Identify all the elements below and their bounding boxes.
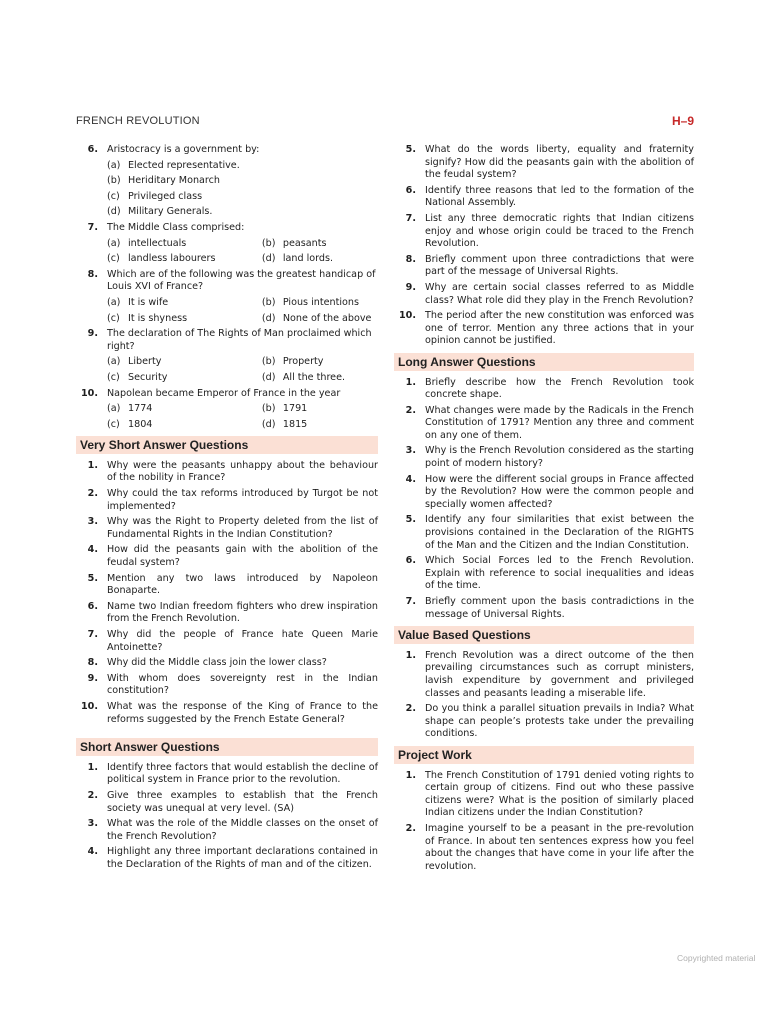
mcq-option-row — [76, 238, 378, 251]
option-text: land lords. — [282, 253, 334, 265]
question-item — [394, 213, 694, 251]
question-item — [394, 282, 694, 307]
question-text: Why are certain social classes referred to as Middle class? What role did they play in the French Revolution? — [425, 281, 694, 306]
short-heading: Short Answer Questions — [76, 738, 378, 756]
option-label: (d) — [107, 206, 121, 218]
question-text: With whom does sovereignty rest in the Indian constitution? — [107, 672, 378, 697]
mcq-question — [76, 144, 378, 157]
value-heading: Value Based Questions — [394, 626, 694, 644]
question-item — [394, 310, 694, 348]
question-text: Briefly comment upon three contradictions that were part of the message of Universal Rights. — [425, 253, 694, 278]
question-number: 1. — [405, 376, 416, 388]
option-text: intellectuals — [128, 237, 187, 249]
question-item — [76, 657, 378, 670]
question-number: 6. — [87, 600, 98, 612]
mcq-option — [262, 419, 378, 432]
question-text: What do the words liberty, equality and fraternity signify? How did the peasants gain with the abolition of the feudal system? — [425, 144, 694, 181]
question-text: Mention any two laws introduced by Napoleon Bonaparte. — [107, 572, 378, 597]
question-number: 3. — [405, 445, 416, 457]
option-label: (b) — [261, 296, 276, 308]
mcq-question — [76, 222, 378, 235]
question-item — [394, 770, 694, 820]
option-text: landless labourers — [128, 253, 216, 265]
question-number: 9. — [87, 672, 98, 684]
question-text: Why were the peasants unhappy about the behaviour of the nobility in France? — [107, 459, 378, 484]
question-text: Give three examples to establish that the French society was unequal at very level. (SA) — [107, 789, 378, 814]
question-item — [76, 488, 378, 513]
option-text: It is wife — [128, 296, 169, 308]
question-number: 9. — [405, 281, 416, 293]
mcq-option-row — [76, 253, 378, 266]
option-text: Military Generals. — [128, 206, 213, 218]
question-text: Aristocracy is a government by: — [107, 144, 260, 155]
mcq-option — [107, 253, 262, 266]
question-text: The period after the new constitution was enforced was one of terror. Mention any three actions that in your opinion cannot be justified. — [425, 310, 694, 347]
question-text: The Middle Class comprised: — [107, 221, 245, 233]
mcq-question — [76, 269, 378, 294]
question-text: Why did the Middle class join the lower class? — [107, 657, 327, 669]
option-text: Heriditary Monarch — [128, 175, 220, 187]
option-text: 1815 — [282, 418, 308, 430]
question-item — [76, 673, 378, 698]
question-number: 4. — [87, 544, 98, 556]
option-text: Privileged class — [128, 190, 203, 202]
watermark: Copyrighted material — [677, 953, 756, 963]
question-number: 8. — [405, 253, 416, 265]
question-item — [394, 514, 694, 552]
mcq-option-row — [76, 372, 378, 385]
mcq-option — [107, 403, 262, 416]
mcq-option — [262, 238, 378, 251]
question-text: How were the different social groups in France affected by the Revolution? How were the common people and specially women affected? — [425, 473, 694, 510]
question-text: Name two Indian freedom fighters who drew inspiration from the French Revolution. — [107, 600, 378, 625]
mcq-option — [107, 238, 262, 251]
question-text: Imagine yourself to be a peasant in the pre-revolution of France. In about ten sentences express how you feel about the changes that have come in your life after the revolution. — [425, 822, 694, 872]
question-item — [394, 144, 694, 182]
mcq-option — [262, 297, 378, 310]
option-label: (c) — [107, 190, 120, 202]
option-label: (a) — [107, 403, 121, 415]
chapter-title: FRENCH REVOLUTION — [76, 115, 200, 127]
question-number: 6. — [87, 144, 98, 155]
mcq-option — [262, 356, 378, 369]
option-text: Pious intentions — [282, 296, 359, 308]
question-item — [76, 790, 378, 815]
mcq-option — [107, 297, 262, 310]
question-number: 1. — [87, 761, 98, 773]
question-number: 3. — [87, 516, 98, 528]
right-column — [394, 144, 694, 876]
question-number: 4. — [405, 473, 416, 485]
question-text: Which Social Forces led to the French Revolution. Explain with reference to social inequalities and ideas of the time. — [425, 555, 694, 592]
mcq-option — [262, 403, 378, 416]
mcq-option — [76, 206, 378, 219]
question-text: Highlight any three important declarations contained in the Declaration of the Rights of man and of the citizen. — [107, 846, 378, 870]
question-item — [394, 445, 694, 470]
question-item — [394, 650, 694, 700]
option-label: (c) — [107, 253, 120, 265]
mcq-option — [76, 175, 378, 188]
mcq-option — [262, 253, 378, 266]
question-number: 1. — [87, 459, 98, 471]
long-heading: Long Answer Questions — [394, 353, 694, 371]
option-label: (b) — [261, 403, 276, 415]
question-text: Why is the French Revolution considered as the starting point of modern history? — [425, 445, 694, 470]
mcq-block — [76, 144, 378, 431]
option-text: 1791 — [282, 403, 308, 415]
question-number: 4. — [87, 846, 98, 858]
option-text: 1774 — [128, 403, 153, 415]
question-number: 2. — [405, 404, 416, 416]
question-number: 5. — [405, 514, 416, 526]
question-text: Which are of the following was the greatest handicap of Louis XVI of France? — [107, 268, 376, 293]
long-list — [394, 377, 694, 622]
mcq-option — [262, 313, 378, 326]
question-number: 2. — [405, 822, 416, 834]
question-text: French Revolution was a direct outcome of the then prevailing circumstances such as corrupt ministers, lavish expenditure by government and privileged classes and peasants leading a miserable life. — [425, 649, 694, 699]
option-label: (a) — [107, 296, 121, 308]
mcq-question — [76, 388, 378, 401]
option-label: (b) — [107, 175, 121, 187]
option-label: (c) — [107, 371, 120, 383]
option-label: (a) — [107, 159, 121, 171]
question-number: 5. — [87, 572, 98, 584]
question-number: 2. — [87, 789, 98, 801]
question-text: The French Constitution of 1791 denied voting rights to certain group of citizens. Find out who these passive citizens were? What is the position of similarly placed Indian citizens under the Indian Constitution? — [425, 769, 694, 819]
project-list — [394, 770, 694, 874]
project-heading: Project Work — [394, 746, 694, 764]
question-number: 10. — [81, 387, 98, 399]
question-number: 5. — [405, 144, 416, 155]
very-short-heading: Very Short Answer Questions — [76, 436, 378, 454]
short-continued-list — [394, 144, 694, 348]
mcq-option-row — [76, 356, 378, 369]
question-text: Identify three factors that would establish the decline of political system in France prior to the revolution. — [107, 761, 378, 786]
question-number: 7. — [87, 629, 98, 640]
question-number: 7. — [405, 596, 416, 607]
question-item — [76, 846, 378, 871]
option-label: (d) — [261, 371, 276, 383]
question-item — [76, 701, 378, 726]
question-item — [394, 596, 694, 621]
option-text: None of the above — [282, 312, 372, 324]
mcq-option — [107, 356, 262, 369]
question-item — [76, 573, 378, 598]
question-item — [394, 254, 694, 279]
question-text: Napolean became Emperor of France in the year — [107, 387, 341, 399]
question-number: 7. — [405, 212, 416, 224]
option-text: All the three. — [282, 371, 346, 383]
option-label: (d) — [261, 312, 276, 324]
question-text: Identify three reasons that led to the formation of the National Assembly. — [425, 184, 694, 209]
question-text: Briefly describe how the French Revolution took concrete shape. — [425, 376, 694, 401]
question-item — [76, 601, 378, 626]
question-number: 2. — [405, 703, 416, 715]
question-item — [76, 516, 378, 541]
mcq-question — [76, 328, 378, 353]
question-number: 9. — [87, 328, 98, 340]
question-text: Why could the tax reforms introduced by Turgot be not implemented? — [107, 488, 378, 512]
question-number: 10. — [399, 310, 416, 322]
option-text: Security — [128, 371, 168, 383]
mcq-option — [107, 419, 262, 432]
mcq-option — [76, 160, 378, 173]
option-text: It is shyness — [128, 312, 188, 324]
question-number: 6. — [405, 184, 416, 196]
question-number: 2. — [87, 488, 98, 500]
mcq-option — [76, 191, 378, 204]
question-number: 8. — [87, 657, 98, 669]
question-number: 1. — [405, 769, 416, 781]
question-item — [76, 818, 378, 843]
option-text: peasants — [282, 237, 327, 249]
option-label: (c) — [107, 418, 120, 430]
question-number: 8. — [87, 268, 98, 280]
question-item — [394, 823, 694, 873]
question-item — [76, 629, 378, 654]
question-text: The declaration of The Rights of Man proclaimed which right? — [107, 328, 372, 352]
mcq-option-row — [76, 297, 378, 310]
question-number: 7. — [87, 221, 98, 233]
option-label: (d) — [261, 253, 276, 265]
question-text: Why did the people of France hate Queen Marie Antoinette? — [107, 629, 378, 653]
question-item — [394, 185, 694, 210]
question-text: Do you think a parallel situation prevails in India? What shape can people’s protests take under the prevailing conditions. — [425, 703, 694, 740]
mcq-option-row — [76, 419, 378, 432]
question-text: What changes were made by the Radicals in the French Constitution of 1791? Mention any three and comment on any one of them. — [425, 404, 694, 441]
option-label: (c) — [107, 312, 120, 324]
option-label: (d) — [261, 418, 276, 430]
option-label: (b) — [261, 356, 276, 368]
option-text: Liberty — [128, 356, 162, 368]
question-text: How did the peasants gain with the abolition of the feudal system? — [107, 544, 378, 569]
mcq-option-row — [76, 313, 378, 326]
question-text: Identify any four similarities that exist between the provisions contained in the Declaration of the RIGHTS of the Man and the Citizen and the Indian Constitution. — [425, 514, 694, 551]
very-short-list — [76, 460, 378, 726]
mcq-option — [262, 372, 378, 385]
question-item — [76, 544, 378, 569]
question-number: 10. — [81, 700, 98, 712]
question-item — [394, 377, 694, 402]
question-item — [394, 474, 694, 512]
question-text: Briefly comment upon the basis contradictions in the message of Universal Rights. — [425, 596, 694, 620]
option-label: (a) — [107, 356, 121, 368]
mcq-option — [107, 313, 262, 326]
option-text: Elected representative. — [128, 159, 240, 171]
question-number: 3. — [87, 818, 98, 830]
value-list — [394, 650, 694, 741]
option-text: 1804 — [128, 418, 153, 430]
question-item — [76, 460, 378, 485]
question-text: Why was the Right to Property deleted from the list of Fundamental Rights in the Indian Constitution? — [107, 516, 378, 540]
page-number: H–9 — [672, 114, 695, 128]
question-number: 1. — [405, 649, 416, 661]
question-item — [76, 762, 378, 787]
question-item — [394, 703, 694, 741]
left-column — [76, 144, 378, 875]
question-number: 6. — [405, 555, 416, 567]
short-list — [76, 762, 378, 872]
question-item — [394, 555, 694, 593]
mcq-option-row — [76, 403, 378, 416]
mcq-option — [107, 372, 262, 385]
question-item — [394, 405, 694, 443]
option-label: (a) — [107, 237, 121, 249]
question-text: What was the role of the Middle classes on the onset of the French Revolution? — [107, 818, 378, 842]
question-text: List any three democratic rights that Indian citizens enjoy and whose origin could be traced to the French Revolution. — [425, 212, 694, 250]
question-text: What was the response of the King of France to the reforms suggested by the French Estate General? — [107, 700, 378, 725]
option-label: (b) — [261, 237, 276, 249]
option-text: Property — [282, 356, 324, 368]
